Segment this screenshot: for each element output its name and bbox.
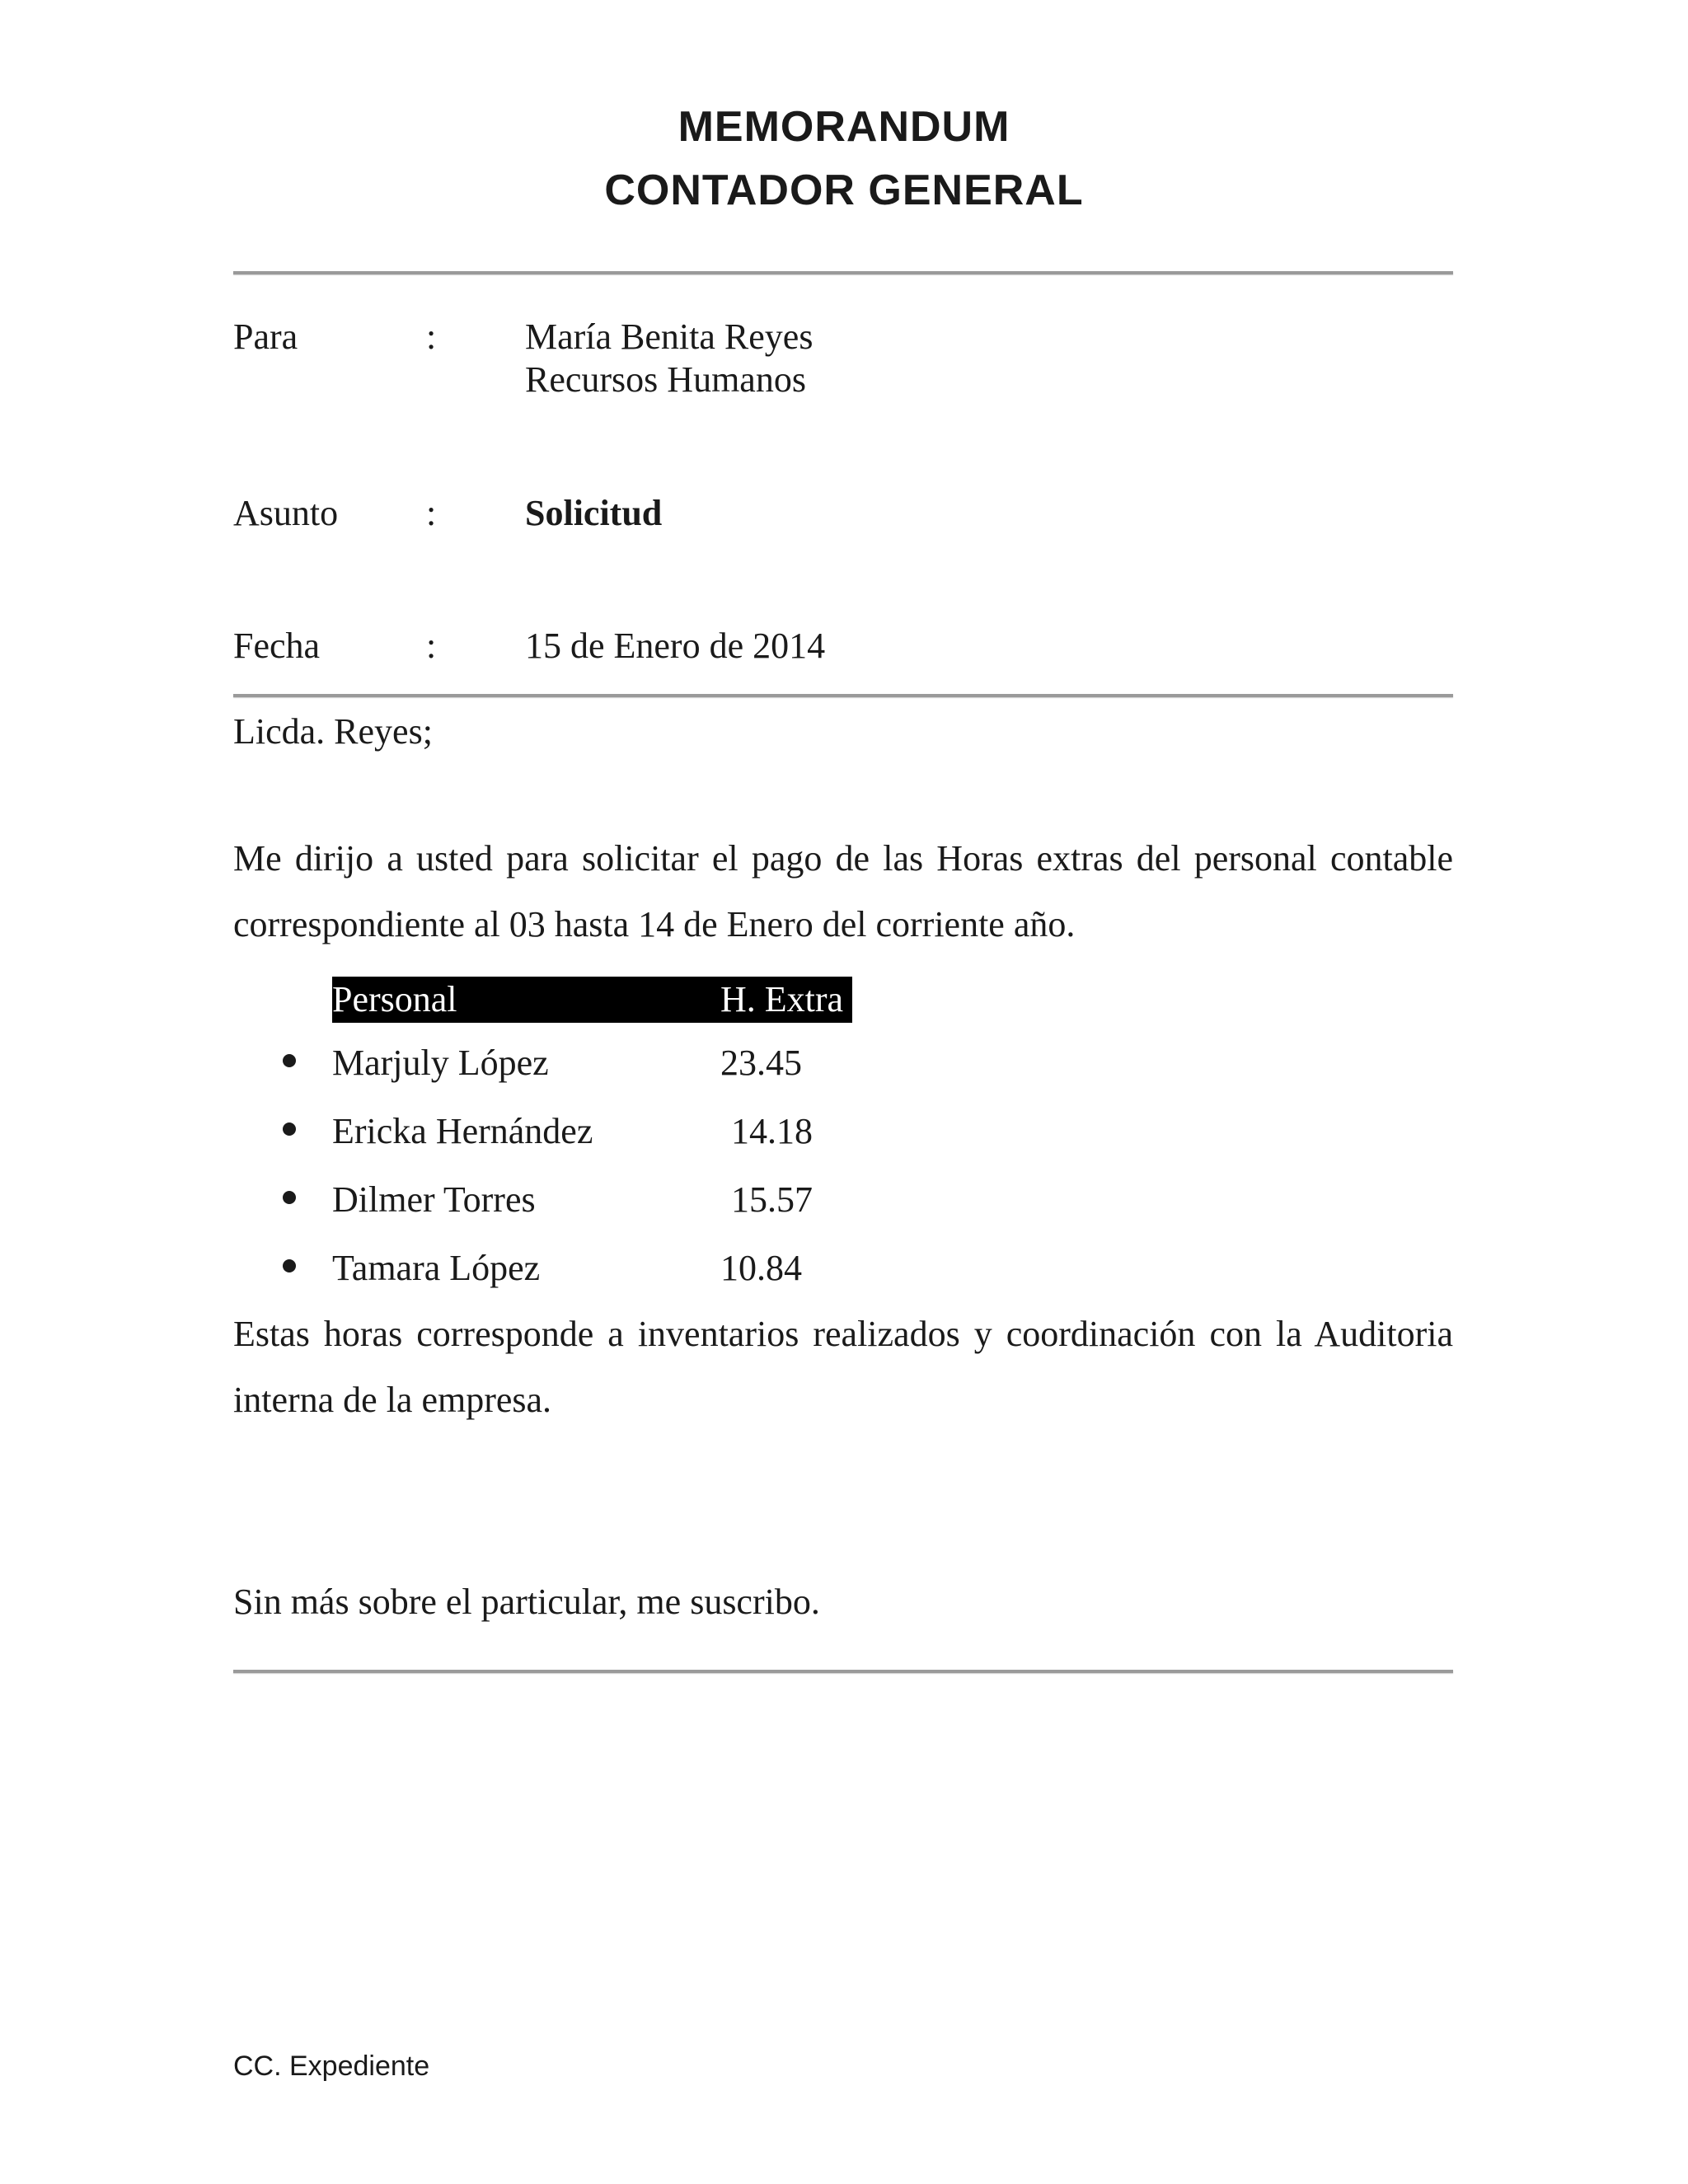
asunto-separator: :	[426, 493, 437, 533]
recipient-department: Recursos Humanos	[525, 359, 806, 400]
recipient-name: María Benita Reyes	[525, 316, 814, 357]
header-divider	[233, 694, 1453, 697]
fecha-label: Fecha	[233, 626, 321, 666]
cc-note: CC. Expediente	[233, 2050, 430, 2082]
asunto-value: Solicitud	[525, 493, 663, 533]
greeting: Licda. Reyes;	[233, 711, 433, 752]
employee-hours: 23.45	[720, 1043, 802, 1083]
bottom-divider	[233, 1670, 1453, 1673]
bullet-icon	[283, 1259, 296, 1272]
closing-line: Sin más sobre el particular, me suscribo.	[233, 1582, 820, 1622]
para-separator: :	[426, 316, 437, 357]
employee-hours: 14.18	[731, 1111, 813, 1151]
fecha-value: 15 de Enero de 2014	[525, 626, 826, 666]
request-paragraph: Me dirijo a usted para solicitar el pago de las Horas extras del personal contable correspondiente al 03 hasta 14 de Enero del corriente año.	[233, 838, 1453, 944]
bullet-icon	[283, 1122, 296, 1136]
employee-name: Dilmer Torres	[332, 1179, 536, 1220]
employee-hours: 10.84	[720, 1248, 802, 1288]
bullet-icon	[283, 1054, 296, 1067]
table-header	[332, 977, 852, 1023]
asunto-label: Asunto	[233, 493, 339, 533]
memo-subtitle: CONTADOR GENERAL	[604, 166, 1084, 214]
employee-name: Tamara López	[332, 1248, 541, 1288]
memo-title: MEMORANDUM	[678, 103, 1010, 151]
header-hours: H. Extra	[720, 979, 844, 1019]
explanation-paragraph: Estas horas corresponde a inventarios realizados y coordinación con la Auditoria interna de la empresa.	[233, 1314, 1453, 1420]
employee-name: Marjuly López	[332, 1043, 549, 1083]
top-divider	[233, 271, 1453, 274]
para-label: Para	[233, 316, 298, 357]
employee-name: Ericka Hernández	[332, 1111, 593, 1151]
bullet-icon	[283, 1191, 296, 1204]
fecha-separator: :	[426, 626, 437, 666]
employee-hours: 15.57	[731, 1179, 813, 1220]
header-personal: Personal	[332, 979, 457, 1019]
